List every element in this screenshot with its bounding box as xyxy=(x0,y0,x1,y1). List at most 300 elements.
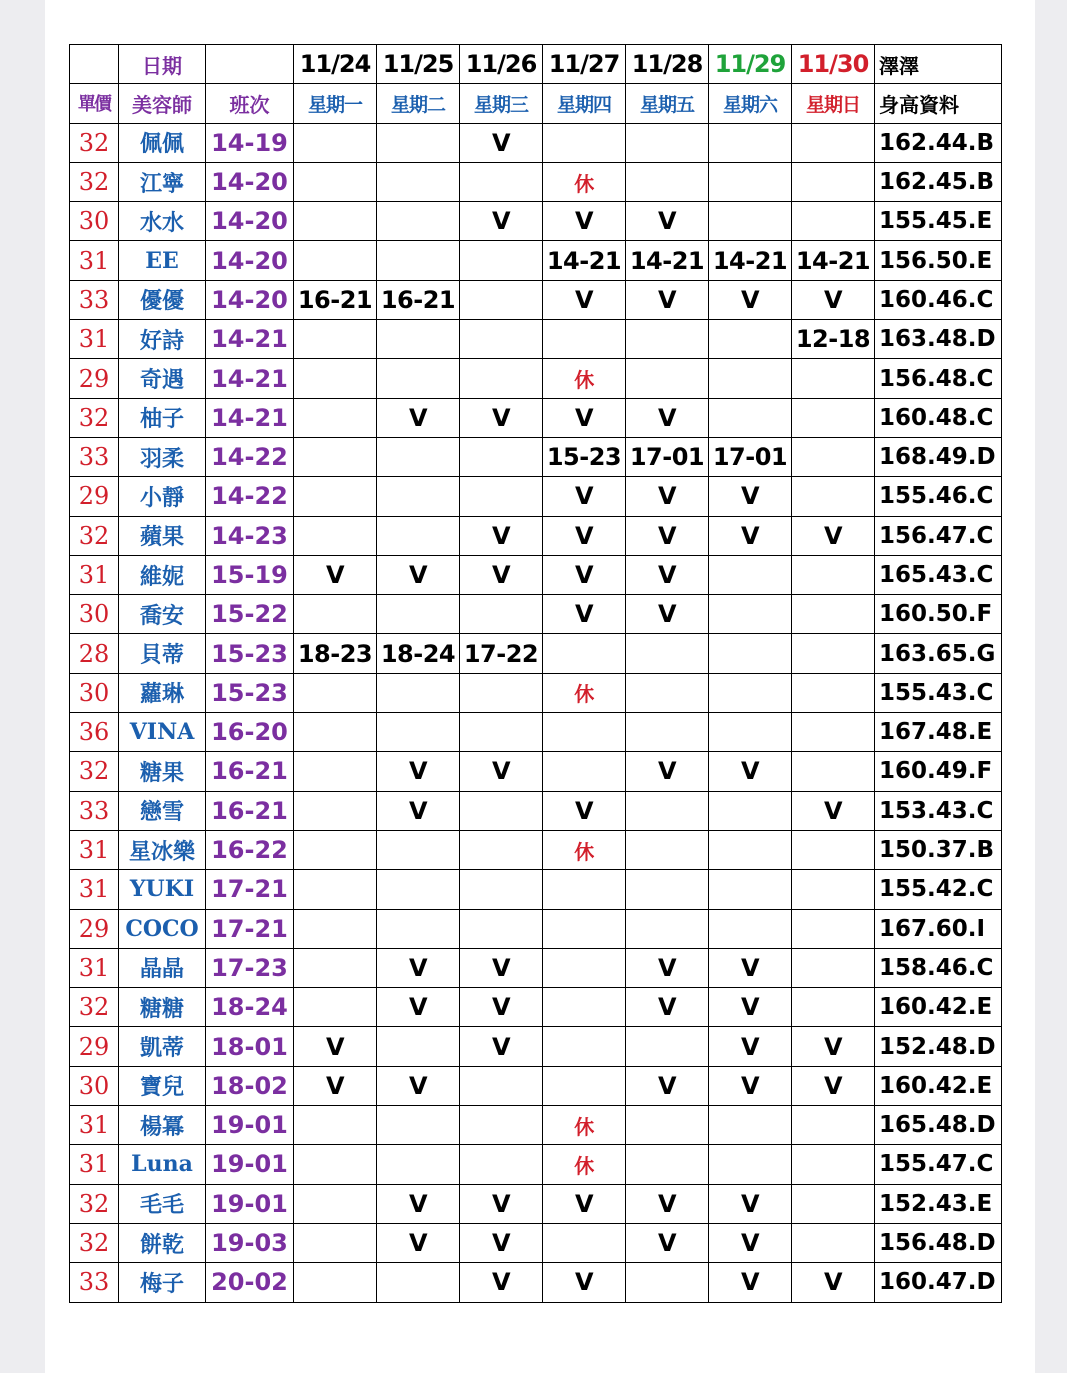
body-data-cell: 162.44.B xyxy=(875,123,1002,162)
schedule-cell xyxy=(294,909,377,948)
header-row-labels xyxy=(70,84,1002,123)
schedule-cell xyxy=(626,1106,709,1145)
body-data-cell: 153.43.C xyxy=(875,791,1002,830)
schedule-cell: V xyxy=(626,948,709,987)
schedule-cell xyxy=(377,830,460,869)
schedule-cell xyxy=(543,752,626,791)
schedule-cell: 15-23 xyxy=(543,437,626,476)
schedule-cell xyxy=(294,791,377,830)
schedule-cell xyxy=(709,123,792,162)
schedule-cell xyxy=(460,791,543,830)
price-cell: 32 xyxy=(70,988,119,1027)
schedule-cell: V xyxy=(543,555,626,594)
body-data-cell: 165.48.D xyxy=(875,1106,1002,1145)
schedule-cell: V xyxy=(377,398,460,437)
stylist-name-cell: 貝蒂 xyxy=(119,634,206,673)
schedule-cell: V xyxy=(709,516,792,555)
shift-cell: 19-01 xyxy=(206,1145,294,1184)
schedule-cell: V xyxy=(626,1223,709,1262)
schedule-cell xyxy=(294,1263,377,1302)
schedule-cell: V xyxy=(294,555,377,594)
body-data-cell: 155.42.C xyxy=(875,870,1002,909)
shift-cell: 15-22 xyxy=(206,595,294,634)
schedule-cell: V xyxy=(543,1263,626,1302)
schedule-cell xyxy=(792,634,875,673)
body-data-cell: 160.50.F xyxy=(875,595,1002,634)
body-data-cell: 160.47.D xyxy=(875,1263,1002,1302)
schedule-cell xyxy=(709,1145,792,1184)
schedule-cell: V xyxy=(294,1027,377,1066)
header-date-3: 11/26 xyxy=(460,45,543,84)
stylist-name-cell: 餅乾 xyxy=(119,1223,206,1262)
schedule-cell: V xyxy=(377,791,460,830)
schedule-cell: V xyxy=(792,1027,875,1066)
stylist-name-cell: VINA xyxy=(119,713,206,752)
schedule-cell xyxy=(460,830,543,869)
schedule-cell xyxy=(377,477,460,516)
schedule-cell xyxy=(792,948,875,987)
schedule-cell: V xyxy=(543,398,626,437)
schedule-cell xyxy=(460,909,543,948)
shift-cell: 14-22 xyxy=(206,477,294,516)
header-date-2: 11/25 xyxy=(377,45,460,84)
body-data-cell: 155.45.E xyxy=(875,202,1002,241)
stylist-name-cell: 小靜 xyxy=(119,477,206,516)
price-cell: 31 xyxy=(70,948,119,987)
body-data-cell: 162.45.B xyxy=(875,162,1002,201)
schedule-cell xyxy=(294,516,377,555)
schedule-cell xyxy=(377,673,460,712)
schedule-cell: V xyxy=(543,280,626,319)
shift-label: 班次 xyxy=(206,84,294,123)
schedule-cell xyxy=(626,830,709,869)
schedule-cell xyxy=(709,320,792,359)
schedule-cell xyxy=(294,162,377,201)
schedule-cell: V xyxy=(709,1066,792,1105)
table-row xyxy=(70,713,1002,752)
schedule-cell: V xyxy=(709,988,792,1027)
schedule-cell: V xyxy=(626,1066,709,1105)
schedule-cell xyxy=(709,595,792,634)
table-row xyxy=(70,595,1002,634)
schedule-cell xyxy=(626,359,709,398)
schedule-cell xyxy=(626,123,709,162)
schedule-cell: V xyxy=(543,477,626,516)
schedule-cell xyxy=(294,1223,377,1262)
table-row xyxy=(70,359,1002,398)
schedule-cell: V xyxy=(626,555,709,594)
schedule-cell xyxy=(377,1263,460,1302)
schedule-cell: V xyxy=(377,752,460,791)
stylist-name-cell: Luna xyxy=(119,1145,206,1184)
body-data-cell: 160.42.E xyxy=(875,988,1002,1027)
shift-cell: 14-20 xyxy=(206,202,294,241)
schedule-cell xyxy=(543,1027,626,1066)
body-data-cell: 156.48.C xyxy=(875,359,1002,398)
schedule-cell xyxy=(543,1223,626,1262)
body-data-cell: 152.43.E xyxy=(875,1184,1002,1223)
header-weekday-2: 星期二 xyxy=(377,84,460,123)
table-row xyxy=(70,398,1002,437)
price-cell: 30 xyxy=(70,673,119,712)
price-cell: 31 xyxy=(70,1145,119,1184)
body-data-cell: 156.47.C xyxy=(875,516,1002,555)
schedule-cell xyxy=(792,673,875,712)
schedule-cell xyxy=(792,595,875,634)
stylist-name-cell: 佩佩 xyxy=(119,123,206,162)
schedule-cell xyxy=(294,320,377,359)
schedule-cell xyxy=(626,634,709,673)
schedule-cell xyxy=(792,909,875,948)
stylist-name-cell: 江寧 xyxy=(119,162,206,201)
stylist-name-cell: 糖糖 xyxy=(119,988,206,1027)
table-row xyxy=(70,241,1002,280)
stylist-name-cell: 蘋果 xyxy=(119,516,206,555)
schedule-cell: V xyxy=(792,1263,875,1302)
schedule-cell: 休 xyxy=(543,162,626,201)
stylist-name-cell: 柚子 xyxy=(119,398,206,437)
schedule-cell xyxy=(460,241,543,280)
body-data-cell: 160.42.E xyxy=(875,1066,1002,1105)
body-data-cell: 152.48.D xyxy=(875,1027,1002,1066)
header-row-dates xyxy=(70,45,1002,84)
schedule-cell: 14-21 xyxy=(543,241,626,280)
schedule-cell xyxy=(294,830,377,869)
shift-cell: 14-23 xyxy=(206,516,294,555)
schedule-cell xyxy=(792,555,875,594)
shift-cell: 16-21 xyxy=(206,791,294,830)
schedule-cell: V xyxy=(626,595,709,634)
table-row xyxy=(70,202,1002,241)
shift-cell: 15-23 xyxy=(206,673,294,712)
price-cell: 29 xyxy=(70,359,119,398)
body-label: 身高資料 xyxy=(875,84,1002,123)
schedule-cell: V xyxy=(460,398,543,437)
schedule-cell xyxy=(294,870,377,909)
schedule-cell xyxy=(792,359,875,398)
body-data-cell: 165.43.C xyxy=(875,555,1002,594)
table-row xyxy=(70,1263,1002,1302)
shift-cell: 18-01 xyxy=(206,1027,294,1066)
shift-cell: 18-24 xyxy=(206,988,294,1027)
header-weekday-6: 星期六 xyxy=(709,84,792,123)
schedule-cell xyxy=(377,1027,460,1066)
schedule-cell: 休 xyxy=(543,1145,626,1184)
schedule-cell xyxy=(626,162,709,201)
schedule-cell xyxy=(543,1066,626,1105)
schedule-cell: V xyxy=(709,1027,792,1066)
schedule-cell: V xyxy=(709,948,792,987)
table-row xyxy=(70,320,1002,359)
table-row xyxy=(70,1223,1002,1262)
stylist-name-cell: YUKI xyxy=(119,870,206,909)
stylist-name-cell: 毛毛 xyxy=(119,1184,206,1223)
schedule-cell: V xyxy=(460,948,543,987)
header-weekday-3: 星期三 xyxy=(460,84,543,123)
schedule-cell: 休 xyxy=(543,1106,626,1145)
shift-cell: 14-20 xyxy=(206,162,294,201)
schedule-cell xyxy=(709,713,792,752)
schedule-cell xyxy=(460,477,543,516)
schedule-cell xyxy=(377,123,460,162)
schedule-cell xyxy=(543,123,626,162)
header-blank-cell xyxy=(70,45,119,84)
shift-cell: 16-20 xyxy=(206,713,294,752)
shift-cell: 17-23 xyxy=(206,948,294,987)
header-date-1: 11/24 xyxy=(294,45,377,84)
body-data-cell: 155.43.C xyxy=(875,673,1002,712)
stylist-name-cell: 寶兒 xyxy=(119,1066,206,1105)
table-row xyxy=(70,791,1002,830)
schedule-cell xyxy=(709,909,792,948)
schedule-cell xyxy=(294,1106,377,1145)
header-weekday-4: 星期四 xyxy=(543,84,626,123)
schedule-cell xyxy=(543,988,626,1027)
schedule-cell xyxy=(626,791,709,830)
schedule-cell: V xyxy=(792,280,875,319)
table-row xyxy=(70,909,1002,948)
schedule-cell xyxy=(792,830,875,869)
price-cell: 32 xyxy=(70,752,119,791)
schedule-cell xyxy=(294,202,377,241)
schedule-cell xyxy=(792,1145,875,1184)
price-cell: 32 xyxy=(70,516,119,555)
stylist-name-cell: 好詩 xyxy=(119,320,206,359)
extra-title: 澤澤 xyxy=(875,45,1002,84)
body-data-cell: 156.48.D xyxy=(875,1223,1002,1262)
schedule-cell xyxy=(543,948,626,987)
header-date-6: 11/29 xyxy=(709,45,792,84)
schedule-cell xyxy=(626,870,709,909)
schedule-cell: V xyxy=(792,516,875,555)
table-row xyxy=(70,1066,1002,1105)
stylist-name-cell: 維妮 xyxy=(119,555,206,594)
shift-cell: 14-21 xyxy=(206,398,294,437)
schedule-cell xyxy=(792,398,875,437)
stylist-name-cell: 楊冪 xyxy=(119,1106,206,1145)
schedule-cell xyxy=(460,870,543,909)
schedule-cell xyxy=(543,634,626,673)
schedule-cell: 休 xyxy=(543,673,626,712)
table-row xyxy=(70,1145,1002,1184)
stylist-name-cell: 星冰樂 xyxy=(119,830,206,869)
price-cell: 31 xyxy=(70,1106,119,1145)
price-cell: 32 xyxy=(70,398,119,437)
body-data-cell: 160.48.C xyxy=(875,398,1002,437)
schedule-cell xyxy=(792,162,875,201)
schedule-cell: V xyxy=(460,1027,543,1066)
table-row xyxy=(70,870,1002,909)
shift-cell: 14-21 xyxy=(206,320,294,359)
schedule-cell xyxy=(294,241,377,280)
price-cell: 32 xyxy=(70,1223,119,1262)
schedule-cell: V xyxy=(460,1263,543,1302)
body-data-cell: 158.46.C xyxy=(875,948,1002,987)
schedule-cell: V xyxy=(709,477,792,516)
schedule-cell: V xyxy=(626,280,709,319)
schedule-cell xyxy=(709,1106,792,1145)
price-cell: 32 xyxy=(70,123,119,162)
schedule-cell: 18-23 xyxy=(294,634,377,673)
table-row xyxy=(70,123,1002,162)
schedule-cell xyxy=(294,398,377,437)
schedule-cell: V xyxy=(709,1223,792,1262)
schedule-cell xyxy=(294,713,377,752)
schedule-cell xyxy=(792,988,875,1027)
header-weekday-5: 星期五 xyxy=(626,84,709,123)
shift-cell: 14-22 xyxy=(206,437,294,476)
schedule-cell xyxy=(377,320,460,359)
schedule-cell xyxy=(377,1145,460,1184)
table-row xyxy=(70,752,1002,791)
price-cell: 29 xyxy=(70,477,119,516)
schedule-cell: 12-18 xyxy=(792,320,875,359)
table-row xyxy=(70,673,1002,712)
schedule-cell xyxy=(709,830,792,869)
schedule-cell: V xyxy=(792,1066,875,1105)
stylist-name-cell: COCO xyxy=(119,909,206,948)
body-data-cell: 150.37.B xyxy=(875,830,1002,869)
stylist-name-cell: 優優 xyxy=(119,280,206,319)
schedule-cell: V xyxy=(626,988,709,1027)
schedule-cell xyxy=(377,437,460,476)
schedule-cell xyxy=(460,1106,543,1145)
schedule-cell xyxy=(377,713,460,752)
schedule-cell: V xyxy=(377,1223,460,1262)
schedule-cell: 16-21 xyxy=(294,280,377,319)
shift-cell: 20-02 xyxy=(206,1263,294,1302)
schedule-cell xyxy=(377,202,460,241)
schedule-cell xyxy=(377,241,460,280)
schedule-cell xyxy=(626,1145,709,1184)
table-row xyxy=(70,1184,1002,1223)
stylist-name-cell: 梅子 xyxy=(119,1263,206,1302)
body-data-cell: 167.60.I xyxy=(875,909,1002,948)
body-data-cell: 168.49.D xyxy=(875,437,1002,476)
schedule-cell xyxy=(709,870,792,909)
price-cell: 31 xyxy=(70,241,119,280)
schedule-cell xyxy=(709,555,792,594)
stylist-name-cell: 蘿琳 xyxy=(119,673,206,712)
table-row xyxy=(70,437,1002,476)
schedule-cell: V xyxy=(709,1184,792,1223)
schedule-cell: V xyxy=(377,1066,460,1105)
schedule-cell xyxy=(543,909,626,948)
schedule-cell xyxy=(294,123,377,162)
table-row xyxy=(70,988,1002,1027)
price-cell: 36 xyxy=(70,713,119,752)
schedule-cell xyxy=(792,870,875,909)
schedule-cell xyxy=(294,595,377,634)
schedule-cell: V xyxy=(460,202,543,241)
stylist-name-cell: 水水 xyxy=(119,202,206,241)
table-row xyxy=(70,1027,1002,1066)
schedule-cell: V xyxy=(377,1184,460,1223)
schedule-cell: V xyxy=(709,280,792,319)
schedule-cell: 16-21 xyxy=(377,280,460,319)
price-cell: 30 xyxy=(70,202,119,241)
price-cell: 28 xyxy=(70,634,119,673)
stylist-name-cell: 凱蒂 xyxy=(119,1027,206,1066)
shift-cell: 19-03 xyxy=(206,1223,294,1262)
schedule-cell xyxy=(792,437,875,476)
shift-cell: 17-21 xyxy=(206,870,294,909)
schedule-cell: 休 xyxy=(543,830,626,869)
body-data-cell: 155.47.C xyxy=(875,1145,1002,1184)
stylist-name-cell: 羽柔 xyxy=(119,437,206,476)
schedule-table xyxy=(69,44,1002,1303)
schedule-cell xyxy=(709,162,792,201)
schedule-cell: V xyxy=(460,752,543,791)
schedule-cell xyxy=(792,123,875,162)
schedule-cell xyxy=(626,909,709,948)
price-cell: 33 xyxy=(70,437,119,476)
shift-cell: 15-19 xyxy=(206,555,294,594)
schedule-cell xyxy=(543,870,626,909)
schedule-cell: 休 xyxy=(543,359,626,398)
price-cell: 32 xyxy=(70,162,119,201)
header-weekday-1: 星期一 xyxy=(294,84,377,123)
body-data-cell: 155.46.C xyxy=(875,477,1002,516)
body-data-cell: 156.50.E xyxy=(875,241,1002,280)
schedule-cell xyxy=(792,1106,875,1145)
price-cell: 31 xyxy=(70,830,119,869)
schedule-cell xyxy=(709,202,792,241)
schedule-cell xyxy=(709,791,792,830)
schedule-cell: V xyxy=(626,752,709,791)
schedule-cell: V xyxy=(626,202,709,241)
schedule-cell xyxy=(460,359,543,398)
schedule-cell xyxy=(460,1145,543,1184)
stylist-label: 美容師 xyxy=(119,84,206,123)
schedule-cell xyxy=(626,713,709,752)
schedule-cell xyxy=(792,1223,875,1262)
shift-cell: 17-21 xyxy=(206,909,294,948)
shift-cell: 14-21 xyxy=(206,359,294,398)
table-row xyxy=(70,830,1002,869)
shift-cell: 15-23 xyxy=(206,634,294,673)
schedule-cell xyxy=(460,713,543,752)
shift-cell: 16-22 xyxy=(206,830,294,869)
schedule-cell: V xyxy=(460,1184,543,1223)
schedule-cell xyxy=(294,752,377,791)
schedule-cell xyxy=(377,909,460,948)
schedule-cell: 14-21 xyxy=(709,241,792,280)
schedule-cell: V xyxy=(460,555,543,594)
schedule-cell xyxy=(626,673,709,712)
schedule-cell xyxy=(792,1184,875,1223)
table-row xyxy=(70,634,1002,673)
header-weekday-7: 星期日 xyxy=(792,84,875,123)
price-cell: 33 xyxy=(70,791,119,830)
price-cell: 30 xyxy=(70,1066,119,1105)
shift-cell: 19-01 xyxy=(206,1184,294,1223)
schedule-cell xyxy=(377,162,460,201)
shift-cell: 16-21 xyxy=(206,752,294,791)
schedule-cell xyxy=(294,477,377,516)
schedule-cell xyxy=(294,1184,377,1223)
schedule-cell xyxy=(709,634,792,673)
schedule-cell xyxy=(709,398,792,437)
schedule-cell xyxy=(294,359,377,398)
schedule-cell xyxy=(792,202,875,241)
stylist-name-cell: EE xyxy=(119,241,206,280)
stylist-name-cell: 糖果 xyxy=(119,752,206,791)
shift-cell: 18-02 xyxy=(206,1066,294,1105)
schedule-cell xyxy=(792,477,875,516)
table-row xyxy=(70,1106,1002,1145)
price-cell: 30 xyxy=(70,595,119,634)
